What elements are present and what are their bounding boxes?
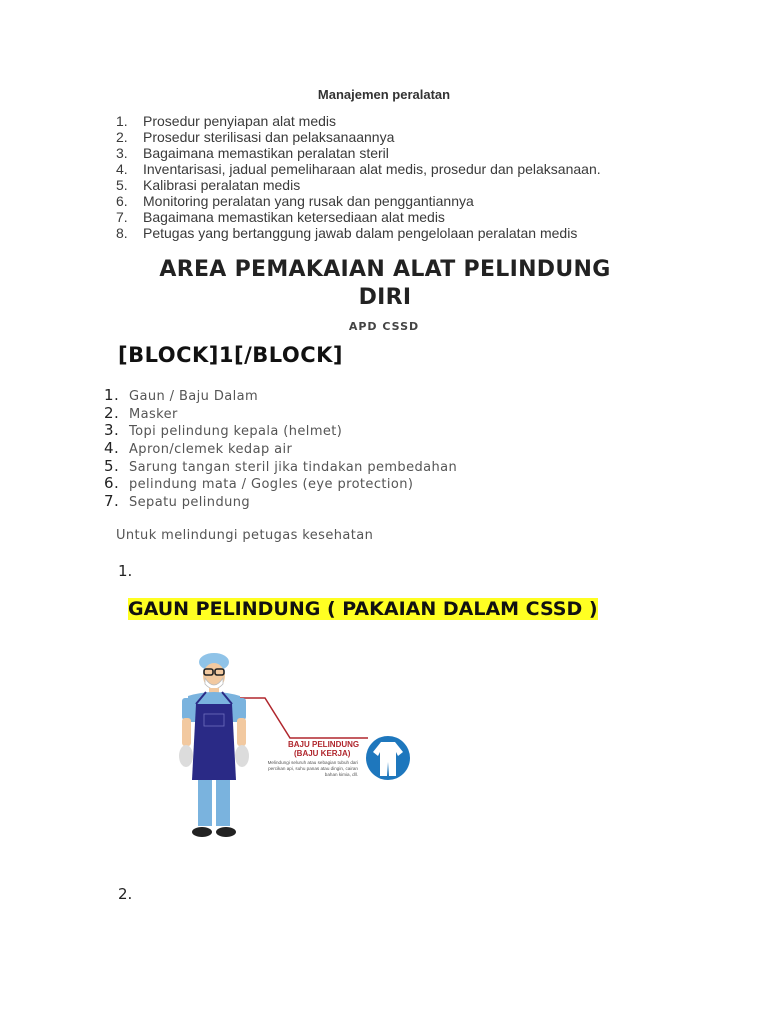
list-item: 3. Topi pelindung kepala (helmet): [104, 421, 343, 440]
shoe: [216, 827, 236, 837]
list-item: 4. Apron/clemek kedap air: [104, 439, 293, 458]
list-item: 5. Sarung tangan steril jika tindakan pembedahan: [104, 456, 458, 475]
list-item: 5. Kalibrasi peralatan medis: [116, 177, 301, 193]
list-item: 4. Inventarisasi, jadual pemeliharaan alat medis, prosedur dan pelaksanaan.: [116, 161, 601, 177]
callout-title: BAJU PELINDUNG (BAJU KERJA): [288, 740, 360, 758]
callout-description: Melindungi seluruh atau sebagian tubuh dari percikan api, suhu panas atau dingin, cairan bahan kimia, dll.: [267, 760, 358, 777]
subheading: APD CSSD: [348, 320, 420, 333]
list-item: 3. Bagaimana memastikan peralatan steril: [116, 145, 389, 161]
block-heading: [BLOCK]1[/BLOCK]: [118, 343, 344, 367]
list-item: 2. Masker: [104, 403, 178, 422]
list-item: 7. Bagaimana memastikan ketersediaan alat medis: [116, 209, 445, 225]
section-number-1: 1.: [118, 562, 133, 580]
list-item: 7. Sepatu pelindung: [104, 492, 251, 511]
callout-connector-line: [230, 698, 368, 738]
list-item: 6. pelindung mata / Gogles (eye protection): [104, 474, 414, 493]
highlighted-heading: GAUN PELINDUNG ( PAKAIAN DALAM CSSD ): [128, 598, 598, 620]
glove: [179, 745, 193, 767]
section-number-2: 2.: [118, 885, 133, 903]
equipment-management-list: [116, 113, 601, 241]
glove: [235, 745, 249, 767]
shoe: [192, 827, 212, 837]
list-item: 8. Petugas yang bertanggung jawab dalam pengelolaan peralatan medis: [116, 225, 578, 241]
ppe-list: [104, 387, 457, 511]
doc-title: Manajemen peralatan: [317, 87, 451, 102]
apron: [192, 704, 236, 780]
purpose-text: Untuk melindungi petugas kesehatan: [116, 528, 374, 543]
list-item: 1. Gaun / Baju Dalam: [104, 386, 259, 404]
list-item: 2. Prosedur sterilisasi dan pelaksanaannya: [116, 129, 395, 145]
list-item: 6. Monitoring peralatan yang rusak dan penggantiannya: [116, 193, 474, 209]
list-item: 1. Prosedur penyiapan alat medis: [116, 113, 337, 129]
main-heading: AREA PEMAKAIAN ALAT PELINDUNG DIRI: [159, 257, 611, 310]
